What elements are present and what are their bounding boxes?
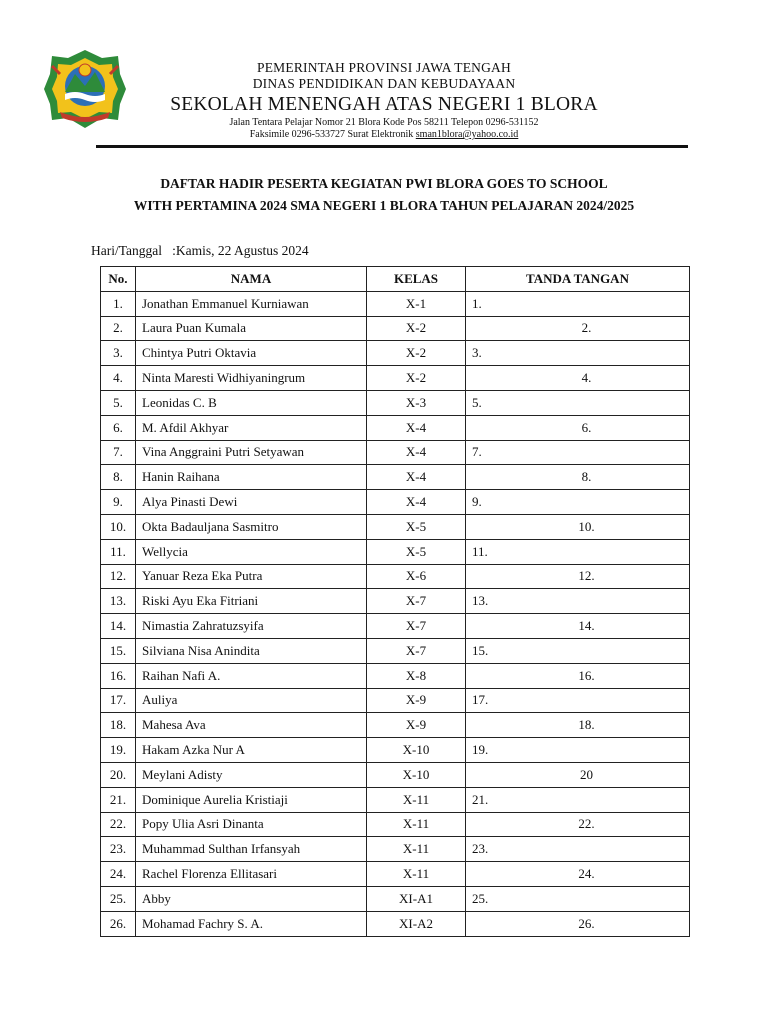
row-kelas: X-7: [367, 638, 466, 663]
row-no: 20.: [101, 762, 136, 787]
table-row: [101, 688, 690, 713]
row-nama: Vina Anggraini Putri Setyawan: [136, 440, 367, 465]
row-tanda-tangan: 23.: [466, 837, 690, 862]
row-kelas: X-8: [367, 663, 466, 688]
row-tanda-tangan: 22.: [466, 812, 690, 837]
row-kelas: X-4: [367, 440, 466, 465]
table-row: [101, 390, 690, 415]
row-kelas: X-4: [367, 490, 466, 515]
row-tanda-tangan: 24.: [466, 862, 690, 887]
row-kelas: X-2: [367, 316, 466, 341]
row-kelas: X-4: [367, 465, 466, 490]
table-header-row: [101, 267, 690, 292]
row-nama: Okta Badauljana Sasmitro: [136, 514, 367, 539]
row-tanda-tangan: 17.: [466, 688, 690, 713]
table-row: [101, 291, 690, 316]
table-row: [101, 341, 690, 366]
row-tanda-tangan: 4.: [466, 366, 690, 391]
row-kelas: X-5: [367, 514, 466, 539]
row-nama: M. Afdil Akhyar: [136, 415, 367, 440]
letterhead-email-link[interactable]: sman1blora@yahoo.co.id: [415, 129, 519, 140]
row-no: 15.: [101, 638, 136, 663]
table-row: [101, 787, 690, 812]
row-tanda-tangan: 1.: [466, 291, 690, 316]
row-no: 22.: [101, 812, 136, 837]
table-row: [101, 762, 690, 787]
row-nama: Raihan Nafi A.: [136, 663, 367, 688]
row-nama: Yanuar Reza Eka Putra: [136, 564, 367, 589]
row-no: 12.: [101, 564, 136, 589]
row-no: 13.: [101, 589, 136, 614]
row-tanda-tangan: 13.: [466, 589, 690, 614]
row-tanda-tangan: 8.: [466, 465, 690, 490]
row-no: 7.: [101, 440, 136, 465]
row-kelas: X-7: [367, 614, 466, 639]
table-row: [101, 638, 690, 663]
row-tanda-tangan: 26.: [466, 911, 690, 936]
row-nama: Riski Ayu Eka Fitriani: [136, 589, 367, 614]
attendance-rows: [101, 291, 690, 936]
table-row: [101, 490, 690, 515]
table-row: [101, 539, 690, 564]
row-tanda-tangan: 25.: [466, 886, 690, 911]
row-kelas: X-11: [367, 787, 466, 812]
row-nama: Nimastia Zahratuzsyifa: [136, 614, 367, 639]
row-nama: Auliya: [136, 688, 367, 713]
letterhead-government: PEMERINTAH PROVINSI JAWA TENGAH: [257, 60, 511, 75]
row-nama: Muhammad Sulthan Irfansyah: [136, 837, 367, 862]
row-kelas: X-10: [367, 762, 466, 787]
header-nama: NAMA: [136, 267, 367, 292]
row-no: 24.: [101, 862, 136, 887]
row-no: 18.: [101, 713, 136, 738]
row-kelas: X-6: [367, 564, 466, 589]
row-no: 1.: [101, 291, 136, 316]
letterhead: [130, 60, 638, 141]
document-title-line1: DAFTAR HADIR PESERTA KEGIATAN PWI BLORA GOES TO SCHOOL: [160, 176, 608, 191]
row-no: 16.: [101, 663, 136, 688]
row-nama: Alya Pinasti Dewi: [136, 490, 367, 515]
row-tanda-tangan: 14.: [466, 614, 690, 639]
table-row: [101, 514, 690, 539]
row-kelas: X-3: [367, 390, 466, 415]
row-tanda-tangan: 3.: [466, 341, 690, 366]
row-nama: Abby: [136, 886, 367, 911]
row-no: 2.: [101, 316, 136, 341]
row-kelas: X-10: [367, 738, 466, 763]
row-no: 3.: [101, 341, 136, 366]
header-tanda-tangan: TANDA TANGAN: [466, 267, 690, 292]
row-tanda-tangan: 15.: [466, 638, 690, 663]
row-no: 14.: [101, 614, 136, 639]
row-no: 8.: [101, 465, 136, 490]
row-no: 21.: [101, 787, 136, 812]
row-kelas: X-5: [367, 539, 466, 564]
row-no: 6.: [101, 415, 136, 440]
row-tanda-tangan: 16.: [466, 663, 690, 688]
table-row: [101, 713, 690, 738]
table-row: [101, 440, 690, 465]
row-no: 26.: [101, 911, 136, 936]
row-nama: Dominique Aurelia Kristiaji: [136, 787, 367, 812]
letterhead-school-name: SEKOLAH MENENGAH ATAS NEGERI 1 BLORA: [170, 94, 598, 115]
row-no: 25.: [101, 886, 136, 911]
row-nama: Hanin Raihana: [136, 465, 367, 490]
date-line: Hari/Tanggal :Kamis, 22 Agustus 2024: [91, 243, 309, 258]
row-kelas: X-11: [367, 862, 466, 887]
row-tanda-tangan: 12.: [466, 564, 690, 589]
row-nama: Silviana Nisa Anindita: [136, 638, 367, 663]
table-row: [101, 911, 690, 936]
table-row: [101, 862, 690, 887]
row-kelas: XI-A1: [367, 886, 466, 911]
attendance-table: [100, 266, 690, 937]
row-no: 4.: [101, 366, 136, 391]
table-row: [101, 366, 690, 391]
row-kelas: X-4: [367, 415, 466, 440]
row-nama: Hakam Azka Nur A: [136, 738, 367, 763]
table-row: [101, 738, 690, 763]
table-row: [101, 465, 690, 490]
table-row: [101, 589, 690, 614]
row-nama: Ninta Maresti Widhiyaningrum: [136, 366, 367, 391]
table-row: [101, 564, 690, 589]
table-row: [101, 415, 690, 440]
table-row: [101, 886, 690, 911]
letterhead-fax: Faksimile 0296-533727 Surat Elektronik: [249, 129, 416, 140]
table-row: [101, 812, 690, 837]
row-tanda-tangan: 10.: [466, 514, 690, 539]
letterhead-divider: [96, 145, 688, 148]
row-tanda-tangan: 18.: [466, 713, 690, 738]
row-nama: Leonidas C. B: [136, 390, 367, 415]
row-kelas: X-2: [367, 366, 466, 391]
row-kelas: X-1: [367, 291, 466, 316]
row-no: 11.: [101, 539, 136, 564]
row-nama: Chintya Putri Oktavia: [136, 341, 367, 366]
province-emblem-logo: [42, 46, 128, 132]
row-kelas: X-11: [367, 837, 466, 862]
row-nama: Wellycia: [136, 539, 367, 564]
document-title-line2: WITH PERTAMINA 2024 SMA NEGERI 1 BLORA TAHUN PELAJARAN 2024/2025: [133, 198, 635, 213]
row-no: 9.: [101, 490, 136, 515]
row-nama: Rachel Florenza Ellitasari: [136, 862, 367, 887]
table-row: [101, 614, 690, 639]
letterhead-address: Jalan Tentara Pelajar Nomor 21 Blora Kode Pos 58211 Telepon 0296-531152: [229, 117, 539, 128]
row-tanda-tangan: 2.: [466, 316, 690, 341]
row-tanda-tangan: 7.: [466, 440, 690, 465]
row-kelas: XI-A2: [367, 911, 466, 936]
row-nama: Mohamad Fachry S. A.: [136, 911, 367, 936]
table-row: [101, 837, 690, 862]
row-nama: Laura Puan Kumala: [136, 316, 367, 341]
row-tanda-tangan: 9.: [466, 490, 690, 515]
row-tanda-tangan: 6.: [466, 415, 690, 440]
row-kelas: X-9: [367, 713, 466, 738]
row-kelas: X-11: [367, 812, 466, 837]
row-tanda-tangan: 11.: [466, 539, 690, 564]
row-no: 19.: [101, 738, 136, 763]
row-kelas: X-9: [367, 688, 466, 713]
row-no: 5.: [101, 390, 136, 415]
row-nama: Popy Ulia Asri Dinanta: [136, 812, 367, 837]
row-kelas: X-7: [367, 589, 466, 614]
table-row: [101, 663, 690, 688]
table-row: [101, 316, 690, 341]
letterhead-contact: [130, 129, 638, 141]
header-kelas: KELAS: [367, 267, 466, 292]
row-tanda-tangan: 19.: [466, 738, 690, 763]
header-no: No.: [101, 267, 136, 292]
row-tanda-tangan: 5.: [466, 390, 690, 415]
row-nama: Jonathan Emmanuel Kurniawan: [136, 291, 367, 316]
row-nama: Meylani Adisty: [136, 762, 367, 787]
row-nama: Mahesa Ava: [136, 713, 367, 738]
letterhead-department: DINAS PENDIDIKAN DAN KEBUDAYAAN: [252, 76, 516, 91]
row-no: 17.: [101, 688, 136, 713]
row-tanda-tangan: 20: [466, 762, 690, 787]
row-no: 10.: [101, 514, 136, 539]
row-tanda-tangan: 21.: [466, 787, 690, 812]
row-no: 23.: [101, 837, 136, 862]
row-kelas: X-2: [367, 341, 466, 366]
